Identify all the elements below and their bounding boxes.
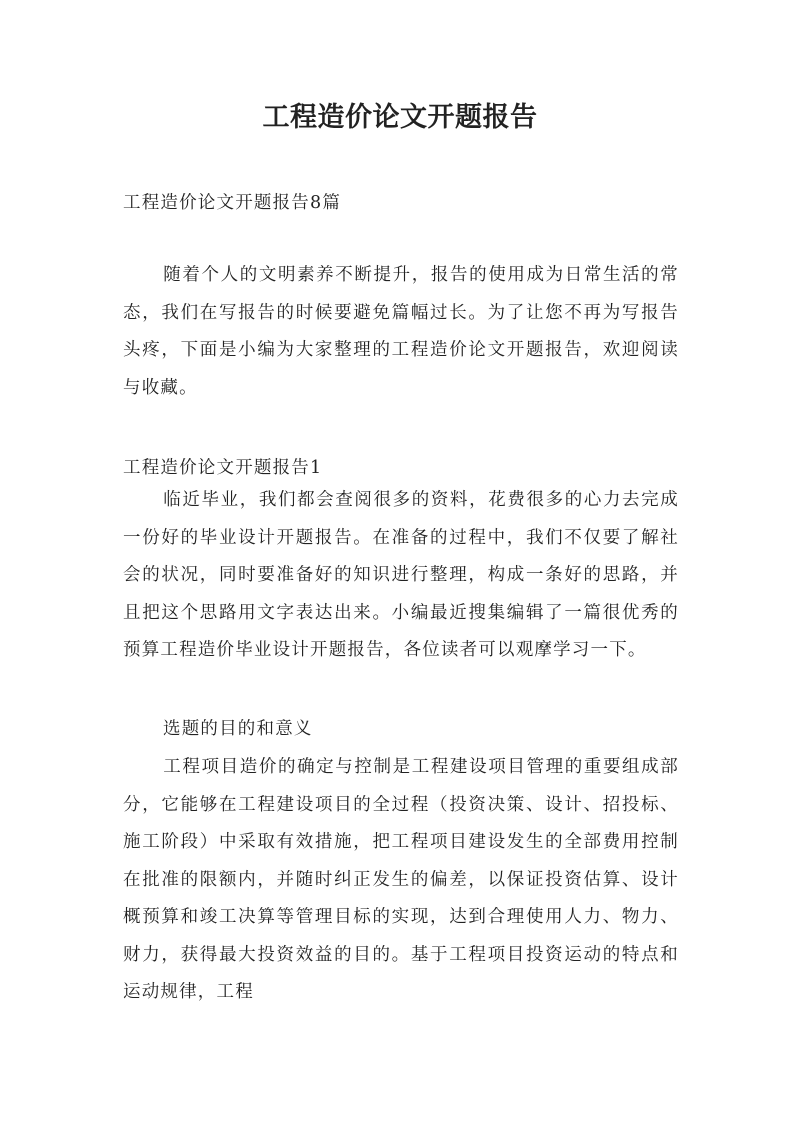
section1-subheading: 选题的目的和意义 xyxy=(163,719,313,739)
document-title: 工程造价论文开题报告 xyxy=(262,102,538,133)
document-subtitle: 工程造价论文开题报告8篇 xyxy=(123,193,342,213)
section1-paragraph-2: 工程项目造价的确定与控制是工程建设项目管理的重要组成部分，它能够在工程建设项目的全过程（投资决策、设计、招投标、施工阶段）中采取有效措施，把工程项目建设发生的全部费用控制在批准的限额内，并随时纠正发生的偏差，以保证投资估算、设计概预算和竣工决算等管理目标的实现，达到合理使用人力、物力、财力，获得最大投资效益的目的。基于工程项目投资运动的特点和运动规律，工程 xyxy=(123,757,679,1002)
intro-paragraph: 随着个人的文明素养不断提升，报告的使用成为日常生活的常态，我们在写报告的时候要避免篇幅过长。为了让您不再为写报告头疼，下面是小编为大家整理的工程造价论文开题报告，欢迎阅读与收藏。 xyxy=(123,265,679,398)
section1-heading: 工程造价论文开题报告1 xyxy=(123,458,323,478)
section1-paragraph-1: 临近毕业，我们都会查阅很多的资料，花费很多的心力去完成一份好的毕业设计开题报告。在准备的过程中，我们不仅要了解社会的状况，同时要准备好的知识进行整理，构成一条好的思路，并且把这个思路用文字表达出来。小编最近搜集编辑了一篇很优秀的预算工程造价毕业设计开题报告，各位读者可以观摩学习一下。 xyxy=(123,490,679,660)
